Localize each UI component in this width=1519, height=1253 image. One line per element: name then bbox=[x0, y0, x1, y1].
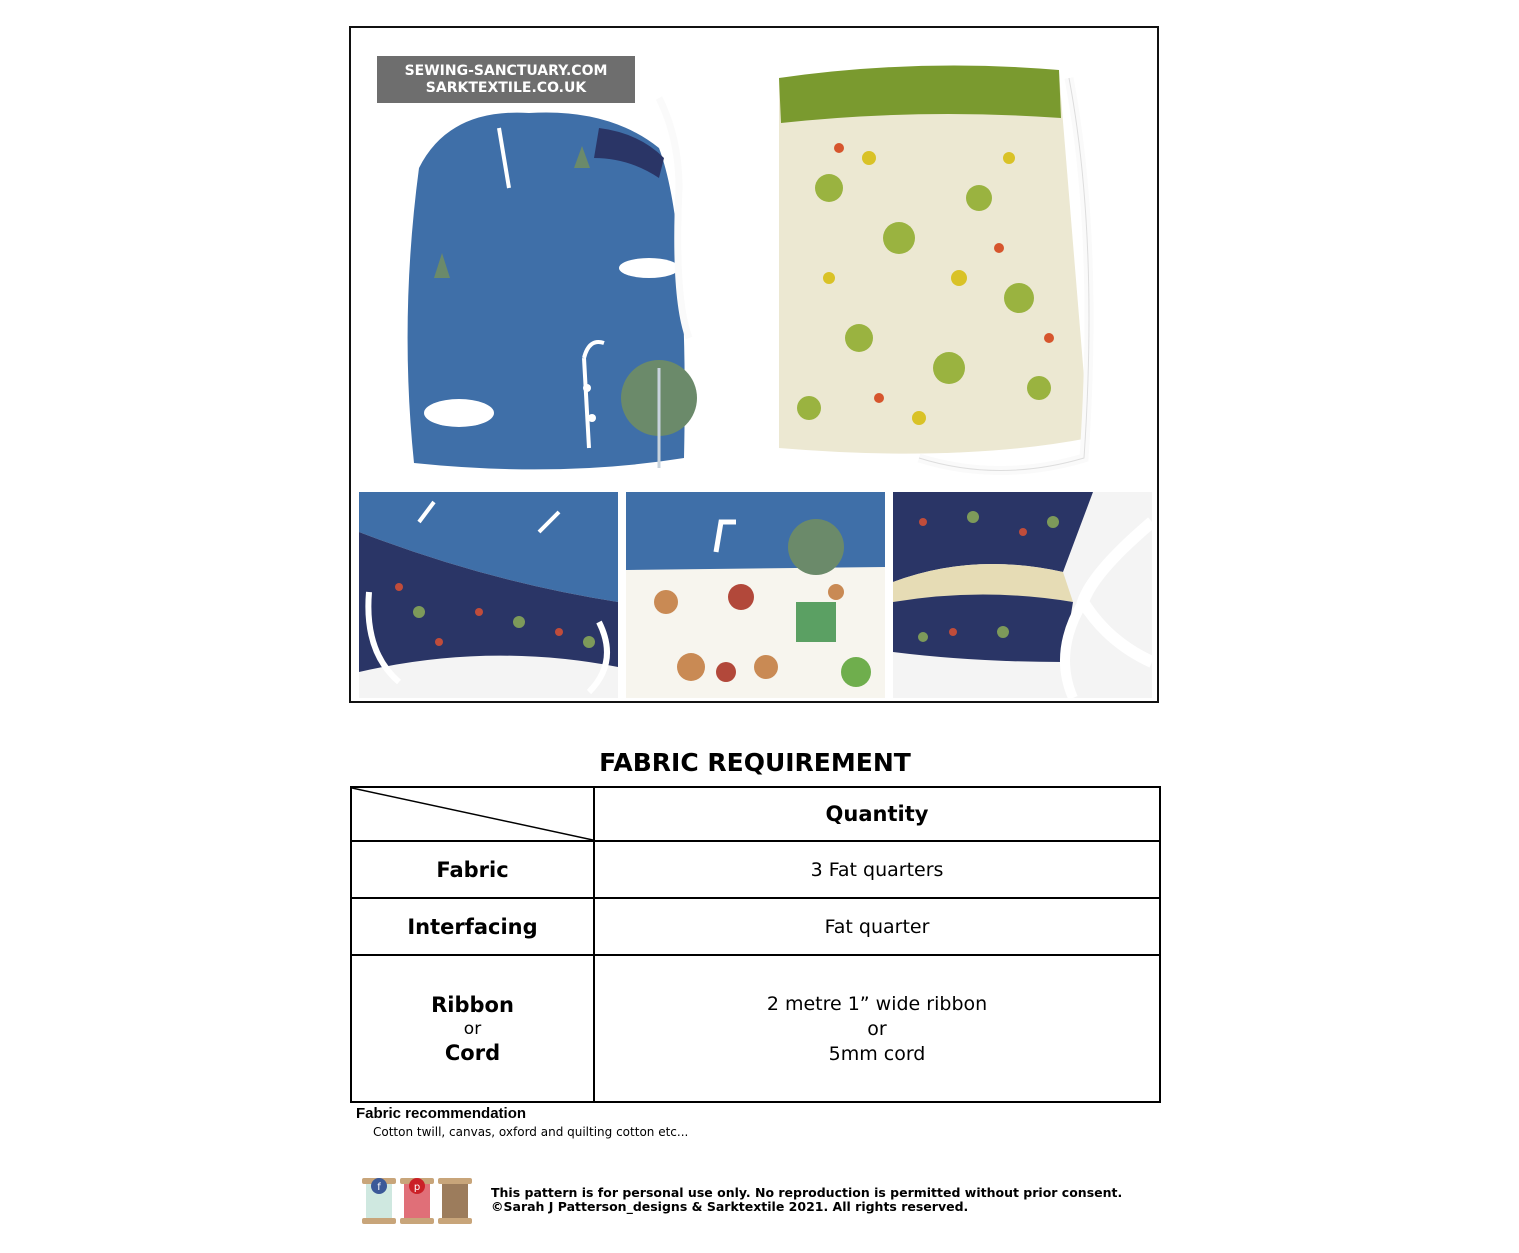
ribbon-label-cell bbox=[351, 955, 594, 1102]
cord-label: Cord bbox=[444, 1040, 501, 1065]
facebook-spool-icon bbox=[362, 1178, 396, 1224]
diagonal-line bbox=[352, 788, 593, 840]
quantity-header: Quantity bbox=[594, 787, 1160, 841]
recommendation-title: Fabric recommendation bbox=[356, 1105, 527, 1122]
copyright-footer bbox=[491, 1186, 1122, 1214]
watermark-line-1: SEWING-SANCTUARY.COM bbox=[404, 62, 608, 79]
table-row bbox=[351, 955, 1160, 1102]
thumbnail-photo-3 bbox=[893, 492, 1152, 698]
ribbon-quantity: 2 metre 1” wide ribbon bbox=[766, 992, 988, 1015]
table-header-row bbox=[351, 787, 1160, 841]
watermark-banner bbox=[377, 56, 635, 103]
row-quantity: Fat quarter bbox=[594, 898, 1160, 955]
thread-spools-logo bbox=[358, 1172, 478, 1232]
svg-text:p: p bbox=[413, 1182, 421, 1193]
brown-spool-icon bbox=[438, 1178, 472, 1224]
section-title: FABRIC REQUIREMENT bbox=[599, 748, 911, 777]
cord-quantity: 5mm cord bbox=[828, 1042, 926, 1065]
table-row bbox=[351, 841, 1160, 898]
header-corner-cell bbox=[351, 787, 594, 841]
watermark-line-2: SARKTEXTILE.CO.UK bbox=[425, 79, 587, 96]
row-label: Fabric bbox=[351, 841, 594, 898]
recommendation-text: Cotton twill, canvas, oxford and quilting cotton etc... bbox=[373, 1125, 689, 1139]
table-row bbox=[351, 898, 1160, 955]
thumbnail-photo-2 bbox=[626, 492, 885, 698]
row-label: Interfacing bbox=[351, 898, 594, 955]
or-quantity: or bbox=[867, 1017, 887, 1040]
footer-line-1: This pattern is for personal use only. No reproduction is permitted without prior consent. bbox=[491, 1185, 1123, 1200]
svg-text:f: f bbox=[377, 1182, 381, 1193]
pinterest-spool-icon bbox=[400, 1178, 434, 1224]
row-quantity: 3 Fat quarters bbox=[594, 841, 1160, 898]
product-photo-frame bbox=[349, 26, 1159, 703]
thumbnail-photo-1 bbox=[359, 492, 618, 698]
ribbon-quantity-cell bbox=[594, 955, 1160, 1102]
fabric-requirement-table bbox=[350, 786, 1161, 1103]
footer-line-2: ©Sarah J Patterson_designs & Sarktextile 2021. All rights reserved. bbox=[491, 1199, 969, 1214]
main-bag-photo bbox=[359, 38, 1151, 498]
or-label: or bbox=[463, 1018, 482, 1039]
ribbon-label: Ribbon bbox=[431, 992, 514, 1017]
